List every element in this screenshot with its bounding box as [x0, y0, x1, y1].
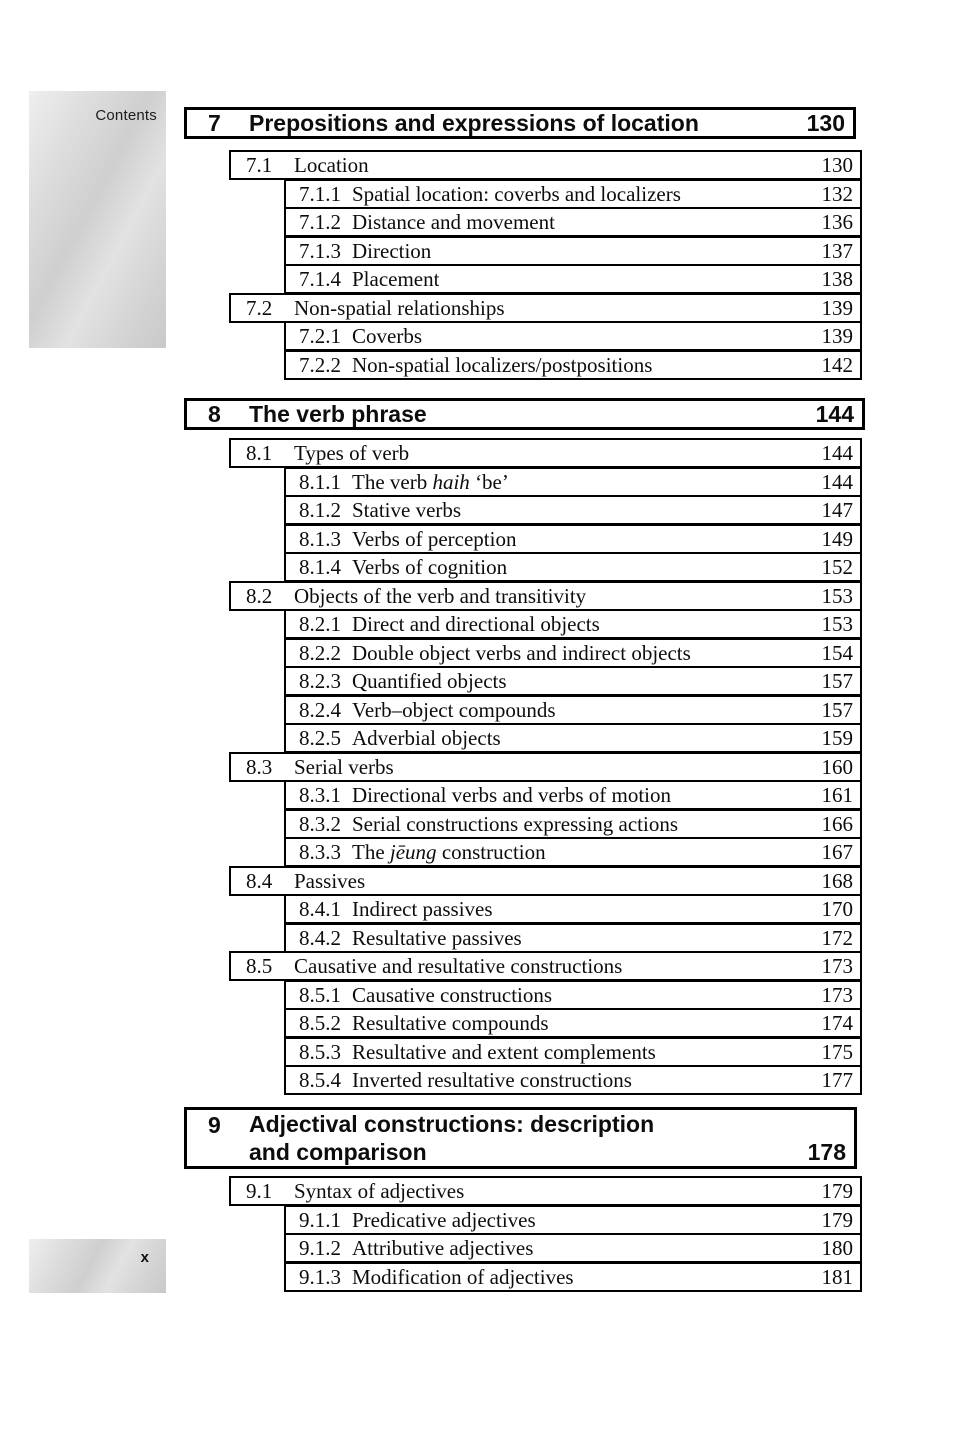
page-number: x: [140, 1249, 149, 1266]
entry-page-number: 157: [821, 669, 853, 693]
chapter-page-number: 144: [815, 401, 854, 427]
entry-title: Adverbial objects: [352, 726, 501, 750]
entry-page-number: 139: [821, 295, 853, 320]
entry-page-number: 136: [821, 210, 853, 234]
entry-page-number: 181: [821, 1264, 853, 1289]
entry-title: Resultative passives: [352, 925, 522, 950]
toc-section-8: [184, 398, 866, 1095]
entry-number: 7.1.3: [299, 238, 341, 263]
entry-page-number: 153: [821, 612, 853, 636]
entry-number: 8.1.2: [299, 498, 341, 522]
entry-number: 8.3.2: [299, 811, 341, 836]
entry-number: 8.1.4: [299, 555, 341, 579]
entry-number: 9.1.1: [299, 1207, 341, 1232]
entry-title: Resultative and extent complements: [352, 1039, 656, 1064]
entry-page-number: 154: [821, 640, 853, 665]
entry-title: Inverted resultative constructions: [352, 1068, 632, 1092]
toc-entry-row: [284, 695, 862, 725]
entry-title: Distance and movement: [352, 210, 555, 234]
entry-title: Causative constructions: [352, 982, 553, 1007]
entry-page-number: 177: [821, 1068, 853, 1092]
entry-title: Types of verb: [294, 441, 410, 465]
chapter-number: 7: [208, 110, 221, 136]
entry-page-number: 157: [821, 697, 853, 722]
entry-page-number: 142: [821, 352, 853, 377]
entry-number: 7.2.2: [299, 352, 341, 377]
entry-title: Quantified objects: [352, 669, 507, 693]
chapter-number: 9: [208, 1112, 221, 1138]
toc-entry-row: [284, 723, 862, 753]
toc-entry-row: [284, 321, 862, 351]
entry-title: Double object verbs and indirect objects: [352, 640, 691, 665]
entry-title: Directional verbs and verbs of motion: [352, 783, 671, 807]
entry-number: 9.1.3: [299, 1264, 341, 1289]
entry-title: Predicative adjectives: [352, 1207, 536, 1232]
entry-number: 8.4.2: [299, 925, 341, 950]
chapter-page-number: 130: [806, 110, 845, 136]
entry-page-number: 144: [821, 441, 853, 465]
entry-number: 8.5.2: [299, 1011, 341, 1035]
entry-page-number: 147: [821, 498, 853, 522]
toc-entry-row: [284, 809, 862, 839]
entry-title: Causative and resultative constructions: [294, 954, 623, 978]
toc-entry-row: [229, 438, 862, 468]
entry-title: Modification of adjectives: [352, 1264, 574, 1289]
entry-page-number: 161: [821, 783, 853, 807]
toc-entry-row: [284, 666, 862, 696]
toc-entry-row: [284, 1065, 862, 1095]
entry-title: Objects of the verb and transitivity: [294, 583, 587, 608]
contents-label: Contents: [95, 107, 157, 124]
entry-title: Serial verbs: [294, 754, 394, 779]
toc-entry-row: [229, 150, 862, 180]
entry-page-number: 175: [821, 1039, 853, 1064]
entry-number: 8.5.3: [299, 1039, 341, 1064]
toc-chapter-row: [184, 107, 856, 139]
toc-entry-row: [284, 1205, 862, 1235]
entry-number: 7.1.1: [299, 181, 341, 206]
entry-title: Placement: [352, 267, 440, 291]
toc-entry-row: [284, 1037, 862, 1067]
toc-entry-row: [284, 638, 862, 668]
entry-number: 8.5.1: [299, 982, 341, 1007]
entry-title: Stative verbs: [352, 498, 462, 522]
entry-number: 8.3: [246, 754, 273, 779]
toc-entry-row: [284, 609, 862, 639]
toc-entry-row: [284, 1233, 862, 1263]
toc-entry-row: [284, 179, 862, 209]
chapter-page-number: 178: [807, 1139, 846, 1165]
entry-number: 8.1.3: [299, 526, 341, 551]
toc-entry-row: [284, 524, 862, 554]
entry-page-number: 170: [821, 897, 853, 921]
entry-title: Passives: [294, 868, 366, 893]
entry-number: 8.1.1: [299, 469, 341, 494]
toc-entry-row: [284, 350, 862, 380]
entry-page-number: 159: [821, 726, 853, 750]
entry-page-number: 138: [821, 267, 853, 291]
entry-title: The verb haih ‘be’: [352, 469, 509, 494]
toc-entry-row: [229, 866, 862, 896]
toc-entry-row: [284, 980, 862, 1010]
entry-number: 8.2.5: [299, 726, 341, 750]
toc-entry-row: [284, 207, 862, 237]
entry-page-number: 179: [821, 1207, 853, 1232]
entry-number: 8.5: [246, 954, 273, 978]
entry-number: 7.2: [246, 295, 273, 320]
entry-page-number: 153: [821, 583, 853, 608]
entry-title: Verb–object compounds: [352, 697, 556, 722]
chapter-number: 8: [208, 401, 221, 427]
toc-entry-row: [229, 293, 862, 323]
entry-number: 8.3.3: [299, 840, 341, 864]
toc-entry-row: [284, 1008, 862, 1038]
entry-number: 8.2.2: [299, 640, 341, 665]
entry-page-number: 137: [821, 238, 853, 263]
entry-title: Indirect passives: [352, 897, 493, 921]
entry-page-number: 173: [821, 954, 853, 978]
contents-margin-tab: [29, 91, 166, 348]
entry-title: Coverbs: [352, 324, 422, 348]
toc-entry-row: [284, 923, 862, 953]
entry-number: 8.1: [246, 441, 273, 465]
entry-title: Syntax of adjectives: [294, 1179, 465, 1203]
entry-number: 8.3.1: [299, 783, 341, 807]
page-number-tab: [29, 1239, 166, 1293]
toc-chapter-row: [184, 398, 865, 430]
toc-entry-row: [284, 236, 862, 266]
entry-page-number: 160: [821, 754, 853, 779]
entry-page-number: 132: [821, 181, 853, 206]
entry-page-number: 139: [821, 324, 853, 348]
entry-number: 8.2: [246, 583, 273, 608]
entry-page-number: 149: [821, 526, 853, 551]
entry-title: Direction: [352, 238, 432, 263]
entry-page-number: 168: [821, 868, 853, 893]
entry-number: 8.5.4: [299, 1068, 341, 1092]
toc-entry-row: [229, 581, 862, 611]
entry-title: Serial constructions expressing actions: [352, 811, 679, 836]
entry-number: 8.4.1: [299, 897, 341, 921]
entry-page-number: 130: [821, 153, 853, 177]
entry-number: 9.1: [246, 1179, 273, 1203]
entry-number: 8.2.3: [299, 669, 341, 693]
entry-page-number: 179: [821, 1179, 853, 1203]
entry-title: Spatial location: coverbs and localizers: [352, 181, 681, 206]
entry-page-number: 174: [821, 1011, 853, 1035]
toc-entry-row: [284, 837, 862, 867]
entry-title: Location: [294, 153, 369, 177]
entry-number: 8.4: [246, 868, 273, 893]
entry-title: Non-spatial relationships: [294, 295, 505, 320]
entry-title: Verbs of cognition: [352, 555, 508, 579]
toc-entry-row: [284, 552, 862, 582]
entry-number: 7.1.2: [299, 210, 341, 234]
toc-entry-row: [229, 1176, 862, 1206]
entry-page-number: 166: [821, 811, 853, 836]
entry-title: Resultative compounds: [352, 1011, 549, 1035]
toc-section-9: [184, 1107, 866, 1292]
toc-entry-row: [284, 894, 862, 924]
toc-entry-row: [229, 951, 862, 981]
toc-entry-row: [284, 467, 862, 497]
entry-title: The jēung construction: [352, 840, 546, 864]
entry-number: 8.2.1: [299, 612, 341, 636]
toc-chapter-row: [184, 1107, 857, 1169]
chapter-title: The verb phrase: [249, 401, 427, 427]
entry-title: Direct and directional objects: [352, 612, 600, 636]
toc-section-7: [184, 107, 866, 380]
entry-number: 7.2.1: [299, 324, 341, 348]
toc-entry-row: [284, 495, 862, 525]
entry-page-number: 167: [821, 840, 853, 864]
entry-page-number: 180: [821, 1236, 853, 1260]
chapter-title: Adjectival constructions: description and comparison: [249, 1111, 655, 1165]
entry-page-number: 144: [821, 469, 853, 494]
chapter-title: Prepositions and expressions of location: [249, 110, 699, 136]
entry-number: 8.2.4: [299, 697, 341, 722]
entry-number: 7.1: [246, 153, 273, 177]
entry-number: 7.1.4: [299, 267, 341, 291]
entry-page-number: 173: [821, 982, 853, 1007]
toc-entry-row: [284, 264, 862, 294]
entry-title: Non-spatial localizers/postpositions: [352, 352, 653, 377]
entry-page-number: 172: [821, 925, 853, 950]
entry-page-number: 152: [821, 555, 853, 579]
toc-entry-row: [229, 752, 862, 782]
toc-entry-row: [284, 780, 862, 810]
entry-number: 9.1.2: [299, 1236, 341, 1260]
entry-title: Verbs of perception: [352, 526, 517, 551]
entry-title: Attributive adjectives: [352, 1236, 534, 1260]
toc-entry-row: [284, 1262, 862, 1292]
